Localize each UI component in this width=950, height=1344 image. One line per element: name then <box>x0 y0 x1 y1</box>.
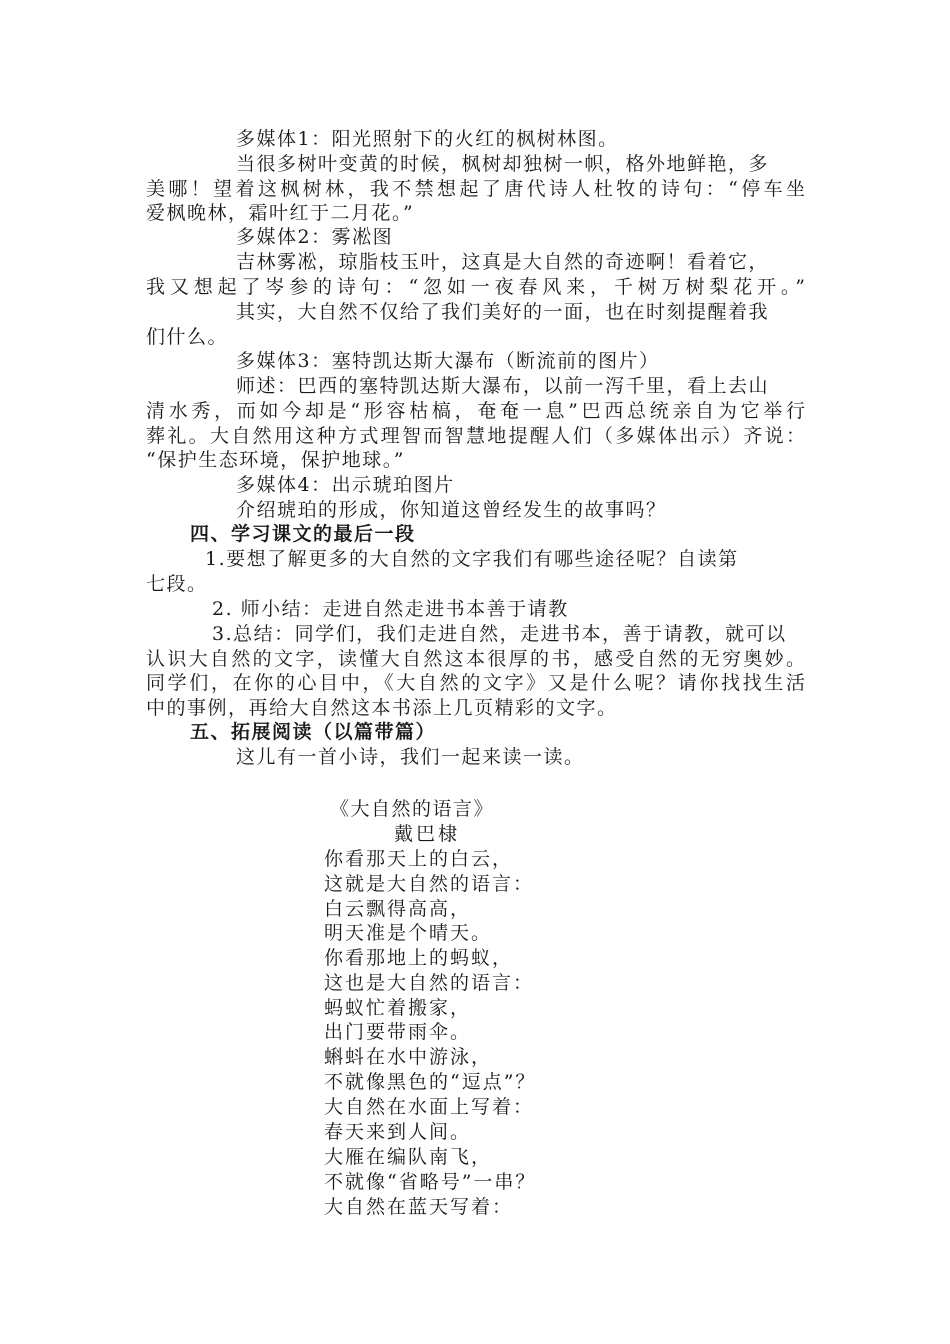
poem-line: 明天准是个晴天。 <box>324 922 493 944</box>
poem-line: 白云飘得高高， <box>324 898 472 920</box>
poem-title: 《大自然的语言》 <box>330 798 495 820</box>
paragraph-line: 其实，大自然不仅给了我们美好的一面，也在时刻提醒着我 <box>236 301 770 323</box>
section-heading: 五、拓展阅读（以篇带篇） <box>190 721 437 743</box>
section-heading: 四、学习课文的最后一段 <box>190 523 416 545</box>
poem-line: 春天来到人间。 <box>324 1121 472 1143</box>
paragraph-line: 们什么。 <box>146 326 229 348</box>
poem-line: 大自然在水面上写着： <box>324 1096 535 1118</box>
paragraph-line: 多媒体2：雾凇图 <box>236 226 394 248</box>
paragraph-line: 介绍琥珀的形成，你知道这曾经发生的故事吗？ <box>236 499 667 521</box>
paragraph-line: 同学们，在你的心目中，《大自然的文字》又是什么呢？请你找找生活 <box>146 672 806 694</box>
paragraph-line: 多媒体3：塞特凯达斯大瀑布（断流前的图片） <box>236 350 660 372</box>
paragraph-line: 这儿有一首小诗，我们一起来读一读。 <box>236 746 585 768</box>
paragraph-line: 葬礼。大自然用这种方式理智而智慧地提醒人们（多媒体出示）齐说： <box>146 425 806 447</box>
paragraph-line: 吉林雾凇，琼脂枝玉叶，这真是大自然的奇迹啊！看着它， <box>236 251 770 273</box>
poem-line: 你看那天上的白云， <box>324 848 514 870</box>
paragraph-line: 中的事例，再给大自然这本书添上几页精彩的文字。 <box>146 697 618 719</box>
poem-line: 蚂蚁忙着搬家， <box>324 997 472 1019</box>
paragraph-line: 多媒体4：出示琥珀图片 <box>236 474 455 496</box>
paragraph-line: 七段。 <box>146 573 208 595</box>
paragraph-line: 美哪！望着这枫树林，我不禁想起了唐代诗人杜牧的诗句：“停车坐 <box>146 178 806 200</box>
paragraph-line: 3.总结：同学们，我们走进自然，走进书本，善于请教，就可以 <box>212 623 787 645</box>
paragraph-line: 2. 师小结：走进自然走进书本善于请教 <box>212 598 569 620</box>
paragraph-line: 爱枫晚林，霜叶红于二月花。” <box>146 202 415 224</box>
poem-line: 不就像“省略号”一串？ <box>324 1171 537 1193</box>
paragraph-line: 我又想起了岑参的诗句：“忽如一夜春风来，千树万树梨花开。” <box>146 276 806 298</box>
paragraph-line: 认识大自然的文字，读懂大自然这本很厚的书，感受自然的无穷奥妙。 <box>146 648 806 670</box>
poem-line: 这就是大自然的语言： <box>324 873 535 895</box>
paragraph-line: 清水秀，而如今却是“形容枯槁，奄奄一息”巴西总统亲自为它举行 <box>146 400 806 422</box>
paragraph-line: 多媒体1：阳光照射下的火红的枫树林图。 <box>236 128 619 150</box>
paragraph-line: 1.要想了解更多的大自然的文字我们有哪些途径呢？自读第 <box>205 548 739 570</box>
poem-line: 你看那地上的蚂蚁， <box>324 947 514 969</box>
poem-line: 出门要带雨伞。 <box>324 1021 472 1043</box>
poem-author: 戴巴棣 <box>394 823 461 845</box>
paragraph-line: “保护生态环境，保护地球。” <box>146 449 405 471</box>
paragraph-line: 当很多树叶变黄的时候，枫树却独树一帜，格外地鲜艳，多 <box>236 153 770 175</box>
poem-line: 这也是大自然的语言： <box>324 972 535 994</box>
poem-line: 不就像黑色的“逗点”？ <box>324 1071 537 1093</box>
poem-line: 蝌蚪在水中游泳， <box>324 1046 493 1068</box>
poem-line: 大自然在蓝天写着： <box>324 1196 514 1218</box>
poem-line: 大雁在编队南飞， <box>324 1146 493 1168</box>
paragraph-line: 师述：巴西的塞特凯达斯大瀑布，以前一泻千里，看上去山 <box>236 375 770 397</box>
